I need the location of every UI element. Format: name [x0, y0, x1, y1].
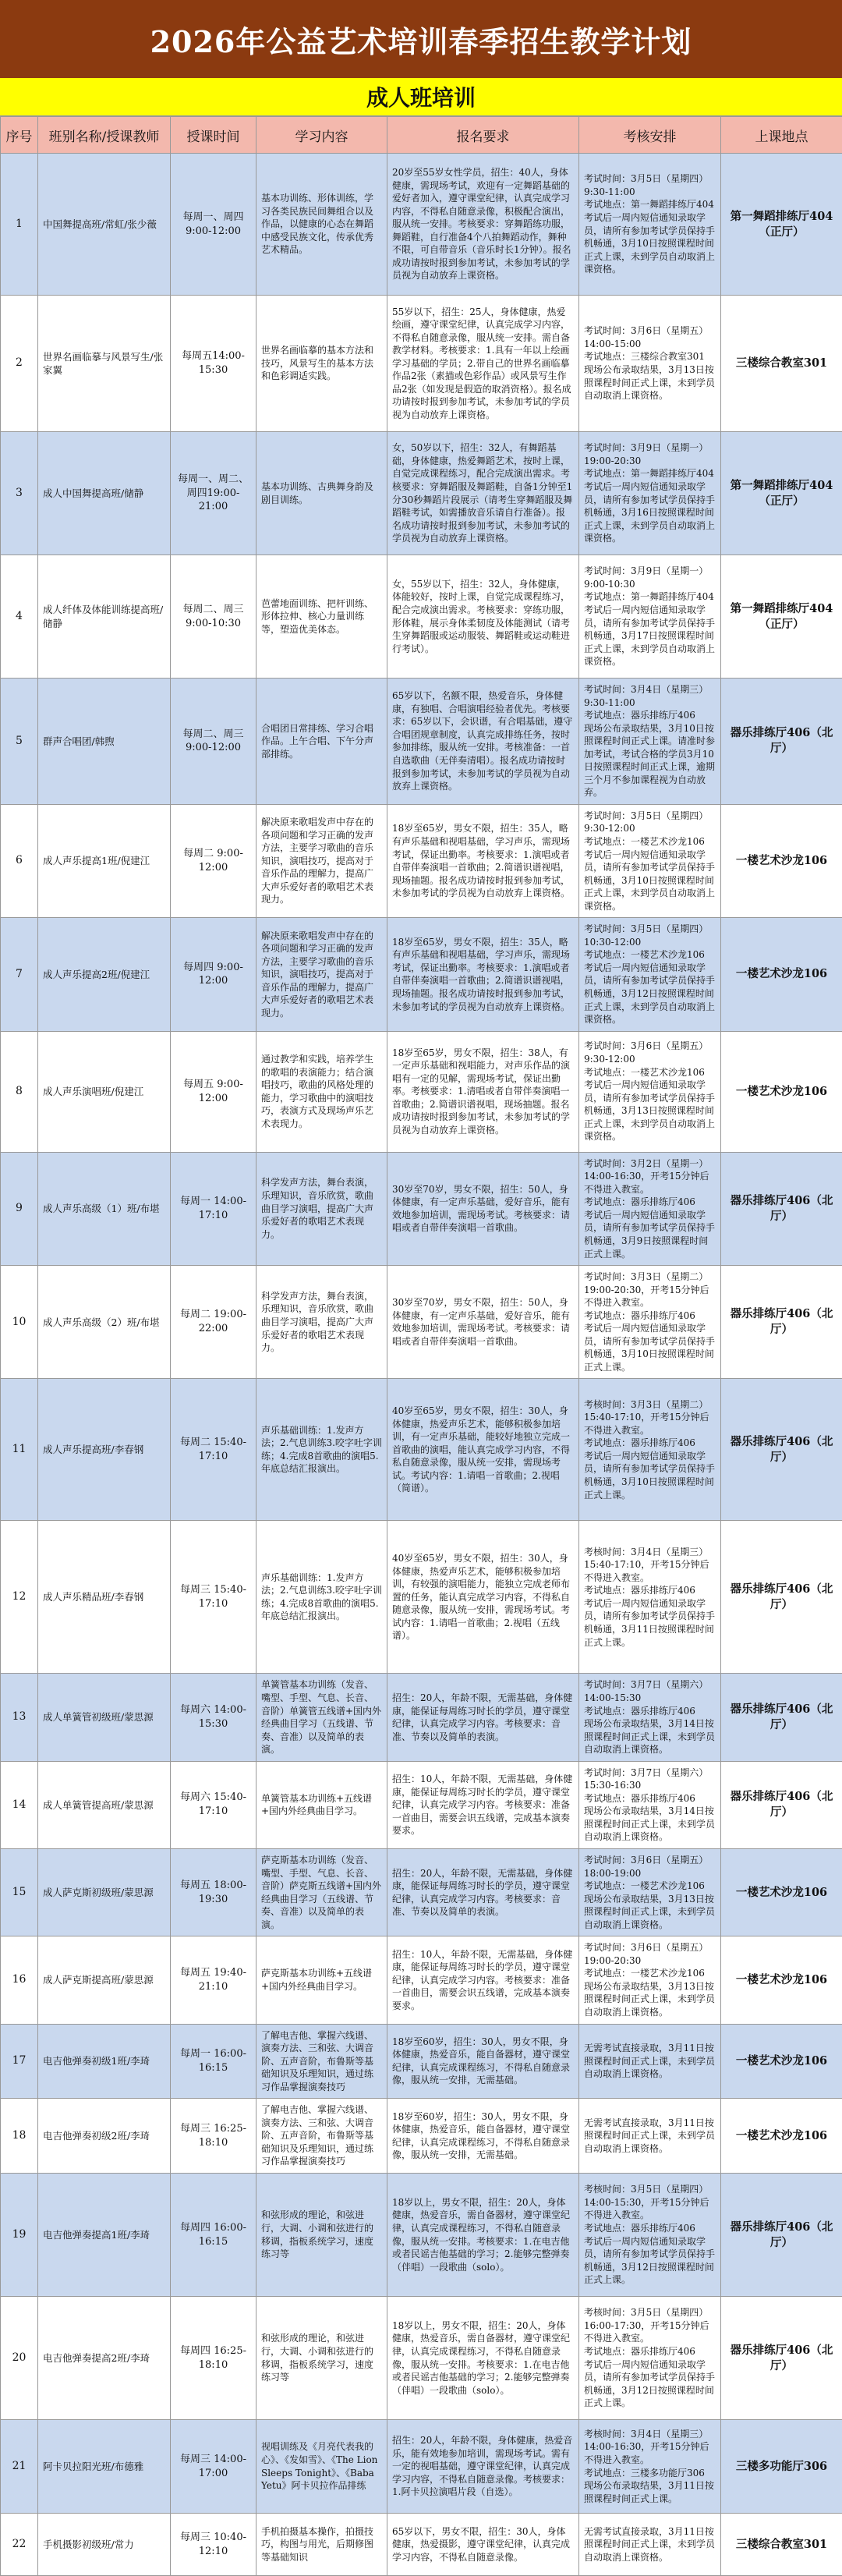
exam-arrangement: 考核时间：3月3日（星期二）15:40-17:10，开考15分钟后不得进入教室。 考试地点：器乐排练厅406 考试后一周内短信通知录取学员，请所有参加考试学员保持手机畅通，3月10日按照课程时间正式上课。 — [579, 1379, 721, 1521]
class-location: 一楼艺术沙龙106 — [721, 918, 842, 1031]
enrollment-requirements: 40岁至65岁，男女不限，招生：30人，身体健康，热爱声乐艺术，能够积极参加培训，有较强的演唱能力，能独立完成老师布置的任务，能认真完成学习内容，不得私自随意录像，服从统一安排，需现场考试。考试内容：1.请唱一首歌曲；2.视唱（五线谱）。 — [387, 1521, 579, 1674]
class-time: 每周二 19:00-22:00 — [171, 1266, 256, 1379]
row-number: 21 — [1, 2420, 38, 2514]
exam-arrangement: 考试时间：3月9日（星期一）19:00-20:30 考试地点：第一舞蹈排练厅404 考试后一周内短信通知录取学员，请所有参加考试学员保持手机畅通，3月16日按照课程时间正式上课，未到学员自动取消上课资格。 — [579, 432, 721, 555]
table-row — [1, 1761, 842, 1848]
exam-arrangement: 考试时间：3月2日（星期一）14:00-16:30，开考15分钟后不得进入教室。 考试地点：器乐排练厅406 考试后一周内短信通知录取学员，请所有参加考试学员保持手机畅通，3月9日按照课程时间正式上课。 — [579, 1152, 721, 1265]
class-location: 器乐排练厅406（北厅） — [721, 1152, 842, 1265]
class-time: 每周四 9:00-12:00 — [171, 918, 256, 1031]
enrollment-requirements: 18岁至65岁，男女不限，招生：35人，略有声乐基础和视唱基础，学习声乐，需现场考试，保证出勤率。考核要求：1.演唱或者自带伴奏演唱一首歌曲；2.简谱识谱视唱，现场抽题。报名成功请按时报到参加考试，未参加考试的学员视为自动放弃上课资格。 — [387, 918, 579, 1031]
table-row — [1, 804, 842, 917]
enrollment-requirements: 女，55岁以下，招生：32人，身体健康，体能较好，按时上课，自觉完成课程练习，配合完成演出需求。考核要求：穿练功服，形体鞋，展示身体柔韧度及体能测试（请考生穿舞蹈服或运动服装、舞蹈鞋或运动鞋进行考试）。 — [387, 555, 579, 679]
class-time: 每周三 14:00-17:00 — [171, 2420, 256, 2514]
exam-arrangement: 考核时间：3月5日（星期四）16:00-17:30，开考15分钟后不得进入教室。 考试地点：器乐排练厅406 考试后一周内短信通知录取学员，请所有参加考试学员保持手机畅通，3月12日按照课程时间正式上课。 — [579, 2297, 721, 2420]
enrollment-requirements: 招生：10人，年龄不限，无需基础，身体健康，能保证每周练习时长的学员，遵守课堂纪律，认真完成学习内容。考核要求：准备一首曲目，需要会识五线谱，完成基本演奏要求。 — [387, 1761, 579, 1848]
header-cell-no: 序号 — [1, 117, 38, 154]
exam-arrangement: 考试时间：3月9日（星期一）9:00-10:30 考试地点：第一舞蹈排练厅404 考试后一周内短信通知录取学员，请所有参加考试学员保持手机畅通，3月17日按照课程时间正式上课，未到学员自动取消上课资格。 — [579, 555, 721, 679]
class-time: 每周六 14:00-15:30 — [171, 1674, 256, 1761]
section-title: 成人班培训 — [366, 81, 476, 112]
class-name: 成人中国舞提高班/储静 — [38, 432, 171, 555]
enrollment-requirements: 18岁至60岁，招生：30人，男女不限，身体健康，热爱音乐，能自备器材，遵守课堂纪律，认真完成课程练习，不得私自随意录像，服从统一安排，无需基础。 — [387, 2024, 579, 2099]
row-number: 10 — [1, 1266, 38, 1379]
table-row — [1, 1674, 842, 1761]
learning-content: 科学发声方法，舞台表演，乐理知识，音乐欣赏，歌曲曲目学习演唱，提高广大声乐爱好者的歌唱艺术表现力。 — [256, 1152, 387, 1265]
class-name: 成人声乐高级（1）班/布堪 — [38, 1152, 171, 1265]
class-location: 器乐排练厅406（北厅） — [721, 1674, 842, 1761]
header-cell-time: 授课时间 — [171, 117, 256, 154]
learning-content: 芭蕾地面训练、把杆训练、形体拉伸、核心力量训练等，塑造优美体态。 — [256, 555, 387, 679]
class-name: 成人声乐演唱班/倪建江 — [38, 1031, 171, 1152]
row-number: 2 — [1, 296, 38, 432]
row-number: 15 — [1, 1848, 38, 1936]
learning-content: 科学发声方法，舞台表演，乐理知识，音乐欣赏，歌曲曲目学习演唱，提高广大声乐爱好者的歌唱艺术表现力。 — [256, 1266, 387, 1379]
class-location: 第一舞蹈排练厅404（正厅） — [721, 555, 842, 679]
class-location: 一楼艺术沙龙106 — [721, 1031, 842, 1152]
class-name: 世界名画临摹与风景写生/张家翼 — [38, 296, 171, 432]
class-location: 三楼综合教室301 — [721, 296, 842, 432]
enrollment-requirements: 招生：20人，年龄不限，身体健康，热爱音乐，能有效地参加培训，需现场考试。需有一定的视唱基础，遵守课堂纪律，认真完成学习内容，不得私自随意录像。考核要求：1.阿卡贝拉演唱片段（自选）。 — [387, 2420, 579, 2514]
table-row — [1, 1848, 842, 1936]
class-time: 每周二 15:40-17:10 — [171, 1379, 256, 1521]
exam-arrangement: 考试时间：3月6日（星期五）9:30-12:00 考试地点：一楼艺术沙龙106 考试后一周内短信通知录取学员，请所有参加考试学员保持手机畅通，3月13日按照课程时间正式上课，未到学员自动取消上课资格。 — [579, 1031, 721, 1152]
row-number: 18 — [1, 2099, 38, 2174]
enrollment-requirements: 招生：10人，年龄不限，无需基础，身体健康，能保证每周练习时长的学员，遵守课堂纪律，认真完成学习内容。考核要求：准备一首曲目，需要会识五线谱，完成基本演奏要求。 — [387, 1936, 579, 2024]
table-row — [1, 1031, 842, 1152]
class-time: 每周五14:00-15:30 — [171, 296, 256, 432]
table-row — [1, 918, 842, 1031]
enrollment-requirements: 55岁以下，招生：25人，身体健康，热爱绘画，遵守课堂纪律，认真完成学习内容，不得私自随意录像，服从统一安排。需自备教学材料。考核要求：1.具有一年以上绘画学习基础的学员；2.带自己的世界名画临摹作品2张（素描或色彩作品）或风景写生作品2张（如发现是假造的取消资格）。报名成功请按时报到参加考试，未参加考试的学员视为自动放弃上课资格。 — [387, 296, 579, 432]
exam-arrangement: 考试时间：3月6日（星期五）19:00-20:30 考试地点：一楼艺术沙龙106 现场公布录取结果，3月13日按照课程时间正式上课，未到学员自动取消上课资格。 — [579, 1936, 721, 2024]
row-number: 1 — [1, 154, 38, 296]
enrollment-requirements: 40岁至65岁，男女不限，招生：30人，身体健康，热爱声乐艺术，能够积极参加培训，有一定声乐基础，能较好地独立完成一首歌曲的演唱，能认真完成学习内容，不得私自随意录像，服从统一安排，需现场考试。考试内容：1.请唱一首歌曲；2.视唱（简谱）。 — [387, 1379, 579, 1521]
learning-content: 视唱训练及《月亮代表我的心》、《发如雪》、《The Lion Sleeps Tonight》、《Baba Yetu》阿卡贝拉作品排练 — [256, 2420, 387, 2514]
row-number: 20 — [1, 2297, 38, 2420]
class-time: 每周一、周四 9:00-12:00 — [171, 154, 256, 296]
enrollment-requirements: 18岁至65岁，男女不限，招生：35人，略有声乐基础和视唱基础，学习声乐，需现场考试，保证出勤率。考核要求：1.演唱或者自带伴奏演唱一首歌曲；2.简谱识谱视唱，现场抽题。报名成功请按时报到参加考试，未参加考试的学员视为自动放弃上课资格。 — [387, 804, 579, 917]
row-number: 9 — [1, 1152, 38, 1265]
class-time: 每周六 15:40-17:10 — [171, 1761, 256, 1848]
class-name: 成人单簧管初级班/蒙思源 — [38, 1674, 171, 1761]
row-number: 5 — [1, 679, 38, 805]
class-location: 第一舞蹈排练厅404（正厅） — [721, 432, 842, 555]
class-time: 每周五 9:00-12:00 — [171, 1031, 256, 1152]
learning-content: 了解电吉他、掌握六线谱、演奏方法、三和弦、大调音阶、五声音阶，布鲁斯等基础知识及乐理知识，通过练习作品掌握演奏技巧 — [256, 2099, 387, 2174]
class-time: 每周三 10:40-12:10 — [171, 2514, 256, 2576]
class-name: 中国舞提高班/常虹/张少薇 — [38, 154, 171, 296]
class-location: 第一舞蹈排练厅404（正厅） — [721, 154, 842, 296]
table-row — [1, 1936, 842, 2024]
enrollment-requirements: 20岁至55岁女性学员，招生：40人，身体健康，需现场考试，欢迎有一定舞蹈基础的爱好者加入，遵守课堂纪律，认真完成学习内容，不得私自随意录像，积极配合演出，服从统一安排。考核要求：穿舞蹈练功服，舞蹈鞋，自行准备4个八拍舞蹈动作，舞种不限，可自带音乐（音乐时长1分钟）。报名成功请按时报到参加考试，未参加考试的学员视为自动放弃上课资格。 — [387, 154, 579, 296]
class-time: 每周三 15:40-17:10 — [171, 1521, 256, 1674]
header-row — [1, 117, 842, 154]
table-row — [1, 432, 842, 555]
class-name: 成人单簧管提高班/蒙思源 — [38, 1761, 171, 1848]
exam-arrangement: 考试时间：3月4日（星期三）9:30-11:00 考试地点：器乐排练厅406 现场公布录取结果，3月10日按照课程时间正式上课。请准时参加考试，考试合格的学员3月10日按照课程时间正式上课，逾期三个月不参加课程视为自动放弃。 — [579, 679, 721, 805]
row-number: 14 — [1, 1761, 38, 1848]
class-location: 器乐排练厅406（北厅） — [721, 2174, 842, 2297]
table-row — [1, 2024, 842, 2099]
enrollment-requirements: 65岁以下，男女不限，招生：30人，身体健康，热爱摄影，遵守课堂纪律，认真完成学习内容，不得私自随意录像。 — [387, 2514, 579, 2576]
class-name: 手机摄影初级班/常力 — [38, 2514, 171, 2576]
exam-arrangement: 考试时间：3月5日（星期四）10:30-12:00 考试地点：一楼艺术沙龙106 考试后一周内短信通知录取学员，请所有参加考试学员保持手机畅通，3月12日按照课程时间正式上课，未到学员自动取消上课资格。 — [579, 918, 721, 1031]
class-time: 每周二 9:00-12:00 — [171, 804, 256, 917]
enrollment-requirements: 招生：20人，年龄不限，无需基础，身体健康，能保证每周练习时长的学员，遵守课堂纪律，认真完成学习内容。考核要求：音准、节奏以及简单的表演。 — [387, 1674, 579, 1761]
class-location: 器乐排练厅406（北厅） — [721, 1521, 842, 1674]
class-time: 每周二、周三 9:00-10:30 — [171, 555, 256, 679]
table-row — [1, 1152, 842, 1265]
exam-arrangement: 考试时间：3月3日（星期二）19:00-20:30，开考15分钟后不得进入教室。 考试地点：器乐排练厅406 考试后一周内短信通知录取学员，请所有参加考试学员保持手机畅通，3月10日按照课程时间正式上课。 — [579, 1266, 721, 1379]
learning-content: 手机拍摄基本操作，拍摄技巧，构图与用光，后期修图等基础知识 — [256, 2514, 387, 2576]
class-location: 器乐排练厅406（北厅） — [721, 1266, 842, 1379]
class-location: 一楼艺术沙龙106 — [721, 1848, 842, 1936]
class-name: 成人声乐提高班/李春钢 — [38, 1379, 171, 1521]
class-location: 一楼艺术沙龙106 — [721, 804, 842, 917]
class-name: 电吉他弹奏提高1班/李琦 — [38, 2174, 171, 2297]
class-name: 成人萨克斯提高班/蒙思源 — [38, 1936, 171, 2024]
class-location: 器乐排练厅406（北厅） — [721, 679, 842, 805]
class-location: 器乐排练厅406（北厅） — [721, 1379, 842, 1521]
enrollment-requirements: 18岁至60岁，招生：30人，男女不限，身体健康，热爱音乐，能自备器材，遵守课堂纪律，认真完成课程练习，不得私自随意录像，服从统一安排，无需基础。 — [387, 2099, 579, 2174]
exam-arrangement: 考试时间：3月6日（星期五）18:00-19:00 考试地点：一楼艺术沙龙106 现场公布录取结果，3月13日按照课程时间正式上课，未到学员自动取消上课资格。 — [579, 1848, 721, 1936]
learning-content: 声乐基础训练：1.发声方法；2.气息训练3.咬字吐字训练；4.完成8首歌曲的演唱5.年底总结汇报演出。 — [256, 1521, 387, 1674]
enrollment-requirements: 18岁以上，男女不限，招生：20人，身体健康，热爱音乐，需自备器材，遵守课堂纪律，认真完成课程练习，不得私自随意录像，服从统一安排。考核要求：1.在电吉他或者民谣吉他基础的学习；2.能够完整弹奏（伴唱）一段歌曲（solo）。 — [387, 2297, 579, 2420]
enrollment-requirements: 30岁至70岁，男女不限，招生：50人，身体健康，有一定声乐基础，爱好音乐，能有效地参加培训，需现场考试。考核要求：请唱或者自带伴奏演唱一首歌曲。 — [387, 1266, 579, 1379]
table-row — [1, 679, 842, 805]
header-cell-location: 上课地点 — [721, 117, 842, 154]
class-location: 一楼艺术沙龙106 — [721, 2099, 842, 2174]
enrollment-requirements: 30岁至70岁，男女不限，招生：50人，身体健康，有一定声乐基础，爱好音乐，能有效地参加培训，需现场考试。考核要求：请唱或者自带伴奏演唱一首歌曲。 — [387, 1152, 579, 1265]
exam-arrangement: 考试时间：3月5日（星期四）9:30-11:00 考试地点：第一舞蹈排练厅404 考试后一周内短信通知录取学员，请所有参加考试学员保持手机畅通，3月10日按照课程时间正式上课，未到学员自动取消上课资格。 — [579, 154, 721, 296]
enrollment-requirements: 18岁以上，男女不限，招生：20人，身体健康，热爱音乐，需自备器材，遵守课堂纪律，认真完成课程练习，不得私自随意录像，服从统一安排。考核要求：1.在电吉他或者民谣吉他基础的学习；2.能够完整弹奏（伴唱）一段歌曲（solo）。 — [387, 2174, 579, 2297]
exam-arrangement: 考试时间：3月7日（星期六）14:00-15:30 考试地点：器乐排练厅406 现场公布录取结果，3月14日按照课程时间正式上课，未到学员自动取消上课资格。 — [579, 1674, 721, 1761]
row-number: 7 — [1, 918, 38, 1031]
table-row — [1, 2420, 842, 2514]
table-row — [1, 296, 842, 432]
learning-content: 合唱团日常排练、学习合唱作品。上午合唱、下午分声部排练。 — [256, 679, 387, 805]
learning-content: 萨克斯基本功训练（发音、嘴型、手型、气息、长音、音阶）萨克斯五线谱+国内外经典曲目学习（五线谱、节奏、音准）以及简单的表演。 — [256, 1848, 387, 1936]
row-number: 11 — [1, 1379, 38, 1521]
class-location: 三楼综合教室301 — [721, 2514, 842, 2576]
learning-content: 单簧管基本功训练+五线谱+国内外经典曲目学习。 — [256, 1761, 387, 1848]
class-time: 每周五 19:40-21:10 — [171, 1936, 256, 2024]
exam-arrangement: 考试时间：3月5日（星期四）9:30-12:00 考试地点：一楼艺术沙龙106 考试后一周内短信通知录取学员，请所有参加考试学员保持手机畅通，3月10日按照课程时间正式上课，未到学员自动取消上课资格。 — [579, 804, 721, 917]
class-name: 成人声乐精品班/李春钢 — [38, 1521, 171, 1674]
class-location: 器乐排练厅406（北厅） — [721, 2297, 842, 2420]
exam-arrangement: 无需考试直接录取，3月11日按照课程时间正式上课，未到学员自动取消上课资格。 — [579, 2024, 721, 2099]
table-row — [1, 154, 842, 296]
learning-content: 萨克斯基本功训练+五线谱+国内外经典曲目学习。 — [256, 1936, 387, 2024]
exam-arrangement: 考核时间：3月4日（星期三）15:40-17:10，开考15分钟后不得进入教室。 考试地点：器乐排练厅406 考试后一周内短信通知录取学员，请所有参加考试学员保持手机畅通，3月11日按照课程时间正式上课。 — [579, 1521, 721, 1674]
class-time: 每周二、周三 9:00-12:00 — [171, 679, 256, 805]
row-number: 12 — [1, 1521, 38, 1674]
page-title: 2026年公益艺术培训春季招生教学计划 — [150, 18, 692, 61]
table-row — [1, 1521, 842, 1674]
table-row — [1, 555, 842, 679]
exam-arrangement: 考核时间：3月4日（星期三）14:00-16:30，开考15分钟后不得进入教室。 考试地点：三楼多功能厅306 现场公布录取结果，3月11日按照课程时间正式上课。 — [579, 2420, 721, 2514]
schedule-table — [0, 116, 842, 2576]
class-location: 一楼艺术沙龙106 — [721, 1936, 842, 2024]
class-name: 成人萨克斯初级班/蒙思源 — [38, 1848, 171, 1936]
class-time: 每周四 16:25-18:10 — [171, 2297, 256, 2420]
row-number: 22 — [1, 2514, 38, 2576]
class-time: 每周四 16:00-16:15 — [171, 2174, 256, 2297]
row-number: 3 — [1, 432, 38, 555]
title-bar — [0, 0, 842, 78]
header-cell-content: 学习内容 — [256, 117, 387, 154]
class-name: 群声合唱团/韩煦 — [38, 679, 171, 805]
header-cell-class: 班别名称/授课教师 — [38, 117, 171, 154]
exam-arrangement: 无需考试直接录取，3月11日按照课程时间正式上课，未到学员自动取消上课资格。 — [579, 2099, 721, 2174]
class-time: 每周一 16:00-16:15 — [171, 2024, 256, 2099]
learning-content: 声乐基础训练：1.发声方法；2.气息训练3.咬字吐字训练；4.完成8首歌曲的演唱5.年底总结汇报演出。 — [256, 1379, 387, 1521]
class-name: 电吉他弹奏提高2班/李琦 — [38, 2297, 171, 2420]
row-number: 4 — [1, 555, 38, 679]
learning-content: 世界名画临摹的基本方法和技巧，风景写生的基本方法和色彩调适实践。 — [256, 296, 387, 432]
enrollment-requirements: 65岁以下，名额不限，热爱音乐，身体健康，有独唱、合唱演唱经验者优先。考核要求：65岁以下，会识谱，有合唱基础，遵守合唱团规章制度，认真完成排练任务，按时参加排练，服从统一安排。考核准备：一首自选歌曲（无伴奏清唱）。报名成功请按时报到参加考试，未参加考试的学员视为自动放弃上课资格。 — [387, 679, 579, 805]
class-name: 成人声乐提高1班/倪建江 — [38, 804, 171, 917]
row-number: 16 — [1, 1936, 38, 2024]
header-cell-requirements: 报名要求 — [387, 117, 579, 154]
class-time: 每周五 18:00-19:30 — [171, 1848, 256, 1936]
table-row — [1, 2297, 842, 2420]
row-number: 17 — [1, 2024, 38, 2099]
header-cell-exam: 考核安排 — [579, 117, 721, 154]
class-name: 电吉他弹奏初级1班/李琦 — [38, 2024, 171, 2099]
subtitle-bar — [0, 78, 842, 116]
enrollment-requirements: 招生：20人，年龄不限，无需基础，身体健康，能保证每周练习时长的学员，遵守课堂纪律，认真完成学习内容。考核要求：音准、节奏以及简单的表演。 — [387, 1848, 579, 1936]
class-time: 每周一 14:00-17:10 — [171, 1152, 256, 1265]
row-number: 19 — [1, 2174, 38, 2297]
class-name: 阿卡贝拉阳光班/布德雅 — [38, 2420, 171, 2514]
row-number: 13 — [1, 1674, 38, 1761]
enrollment-requirements: 18岁至65岁，男女不限，招生：38人，有一定声乐基础和视唱能力，对声乐作品的演唱有一定的见解，需现场考试，保证出勤率。考核要求：1.清唱或者自带伴奏演唱一首歌曲；2.简谱识谱视唱，现场抽题。报名成功请按时报到参加考试，未参加考试的学员视为自动放弃上课资格。 — [387, 1031, 579, 1152]
learning-content: 基本功训练、形体训练，学习各类民族民间舞组合以及作品，以健康的心态在舞蹈中感受民族文化，传承优秀艺术精品。 — [256, 154, 387, 296]
class-name: 成人纤体及体能训练提高班/储静 — [38, 555, 171, 679]
table-row — [1, 2099, 842, 2174]
exam-arrangement: 考核时间：3月5日（星期四）14:00-15:30，开考15分钟后不得进入教室。 考试地点：器乐排练厅406 考试后一周内短信通知录取学员，请所有参加考试学员保持手机畅通，3月12日按照课程时间正式上课。 — [579, 2174, 721, 2297]
table-row — [1, 1379, 842, 1521]
learning-content: 和弦形成的理论，和弦进行，大调、小调和弦进行的移调，指板系统学习，速度练习等 — [256, 2297, 387, 2420]
exam-arrangement: 考试时间：3月6日（星期五）14:00-15:00 考试地点：三楼综合教室301 现场公布录取结果，3月13日按照课程时间正式上课，未到学员自动取消上课资格。 — [579, 296, 721, 432]
class-time: 每周一、周二、周四19:00-21:00 — [171, 432, 256, 555]
class-time: 每周三 16:25-18:10 — [171, 2099, 256, 2174]
learning-content: 通过教学和实践，培养学生的歌唱的表演能力；结合演唱技巧，歌曲的风格处理的能力，学习歌曲中的演唱技巧，表演方式及现场声乐艺术表现力。 — [256, 1031, 387, 1152]
learning-content: 了解电吉他、掌握六线谱、演奏方法、三和弦、大调音阶、五声音阶，布鲁斯等基础知识及乐理知识，通过练习作品掌握演奏技巧 — [256, 2024, 387, 2099]
row-number: 6 — [1, 804, 38, 917]
learning-content: 解决原来歌唱发声中存在的各项问题和学习正确的发声方法，主要学习歌曲的音乐知识，演唱技巧，提高对于音乐作品的理解力，提高广大声乐爱好者的歌唱艺术表现力。 — [256, 918, 387, 1031]
table-row — [1, 2174, 842, 2297]
exam-arrangement: 考试时间：3月7日（星期六）15:30-16:30 考试地点：器乐排练厅406 现场公布录取结果，3月14日按照课程时间正式上课，未到学员自动取消上课资格。 — [579, 1761, 721, 1848]
exam-arrangement: 无需考试直接录取，3月11日按照课程时间正式上课，未到学员自动取消上课资格。 — [579, 2514, 721, 2576]
class-location: 三楼多功能厅306 — [721, 2420, 842, 2514]
learning-content: 和弦形成的理论，和弦进行，大调、小调和弦进行的移调，指板系统学习，速度练习等 — [256, 2174, 387, 2297]
table-row — [1, 1266, 842, 1379]
class-name: 电吉他弹奏初级2班/李琦 — [38, 2099, 171, 2174]
class-name: 成人声乐高级（2）班/布堪 — [38, 1266, 171, 1379]
row-number: 8 — [1, 1031, 38, 1152]
table-row — [1, 2514, 842, 2576]
enrollment-requirements: 女，50岁以下，招生：32人，有舞蹈基础，身体健康，热爱舞蹈艺术，按时上课，自觉完成课程练习，配合完成演出需求。考核要求：穿舞蹈服及舞蹈鞋，自备1分钟至1分30秒舞蹈片段展示（请考生穿舞蹈服及舞蹈鞋考试，如需播放音乐请自行准备）。报名成功请按时报到参加考试，未参加考试的学员视为自动放弃上课资格。 — [387, 432, 579, 555]
class-name: 成人声乐提高2班/倪建江 — [38, 918, 171, 1031]
learning-content: 基本功训练、古典舞身韵及剧目训练。 — [256, 432, 387, 555]
class-location: 器乐排练厅406（北厅） — [721, 1761, 842, 1848]
class-location: 一楼艺术沙龙106 — [721, 2024, 842, 2099]
learning-content: 解决原来歌唱发声中存在的各项问题和学习正确的发声方法，主要学习歌曲的音乐知识，演唱技巧，提高对于音乐作品的理解力，提高广大声乐爱好者的歌唱艺术表现力。 — [256, 804, 387, 917]
learning-content: 单簧管基本功训练（发音、嘴型、手型、气息、长音、音阶）单簧管五线谱+国内外经典曲目学习（五线谱、节奏、音准）以及简单的表演。 — [256, 1674, 387, 1761]
